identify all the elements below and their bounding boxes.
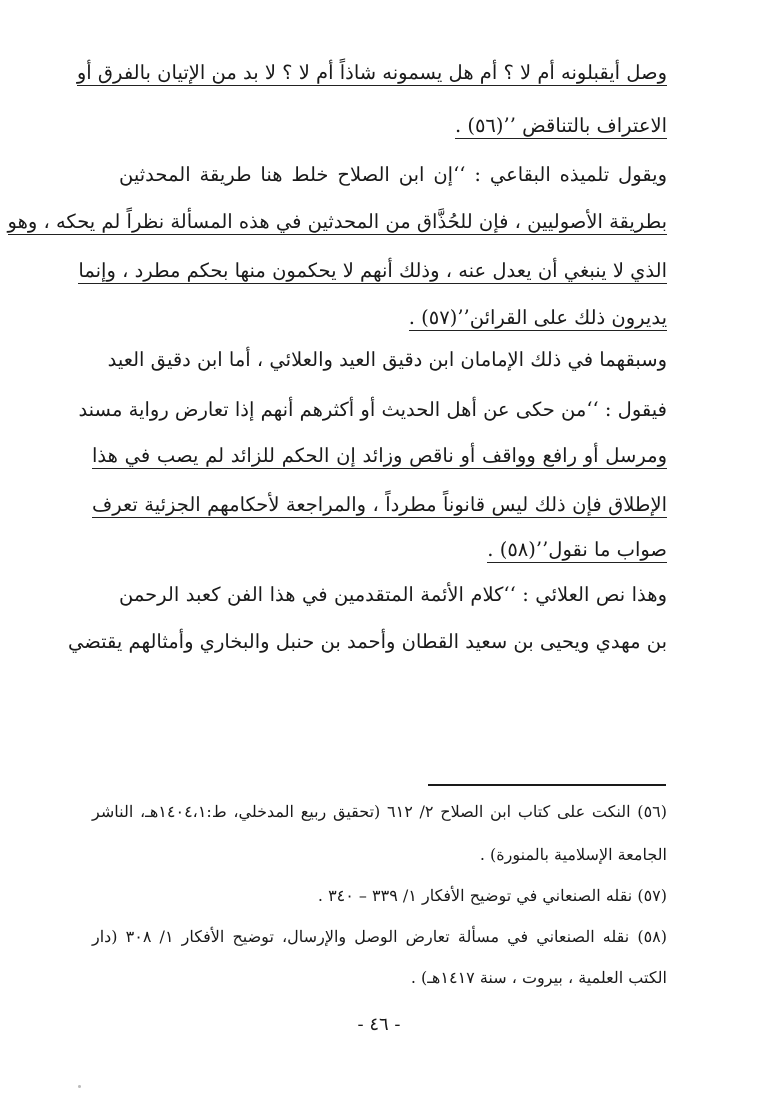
paragraph-text: بن مهدي ويحيى بن سعيد القطان وأحمد بن حنبل والبخاري وأمثالهم يقتضي	[67, 630, 667, 653]
body-line-1	[76, 58, 667, 88]
underlined-text: الإطلاق فإن ذلك ليس قانوناً مطرداً ، والمراجعة لأحكامهم الجزئية تعرف	[92, 493, 667, 516]
footnote-text: (٥٦) النكت على كتاب ابن الصلاح ٢/ ٦١٢ (تحقيق ربيع المدخلي، ط:١٤٠٤،١هـ، الناشر	[92, 802, 667, 821]
body-line-7	[107, 345, 667, 375]
body-line-8	[78, 395, 667, 425]
underlined-text: الاعتراف بالتناقض ’’(٥٦) .	[454, 114, 667, 137]
scan-speck	[78, 1085, 81, 1088]
underlined-text: وصل أيقبلونه أم لا ؟ أم هل يسمونه شاذاً أم لا ؟ لا بد من الإتيان بالفرق أو	[76, 61, 667, 84]
footnote-text: الكتب العلمية ، بيروت ، سنة ١٤١٧هـ) .	[410, 968, 667, 987]
body-line-5	[78, 256, 667, 286]
underlined-text: بطريقة الأصوليين ، فإن للحُذَّاق من المحدثين في هذه المسألة نظراً لم يحكه ، وهو	[7, 210, 667, 233]
footnote-text: (٥٧) نقله الصنعاني في توضيح الأفكار ١/ ٣٣٩ – ٣٤٠ .	[317, 886, 667, 905]
body-line-9	[92, 441, 667, 471]
footnote-text: (٥٨) نقله الصنعاني في مسألة تعارض الوصل والإرسال، توضيح الأفكار ١/ ٣٠٨ (دار	[92, 927, 667, 946]
footnote-text: الجامعة الإسلامية بالمنورة) .	[479, 845, 667, 864]
paragraph-text: وسبقهما في ذلك الإمامان ابن دقيق العيد والعلائي ، أما ابن دقيق العيد	[107, 348, 667, 371]
body-line-3	[119, 160, 667, 190]
underlined-text: ومرسل أو رافع وواقف أو ناقص وزائد إن الحكم للزائد لم يصب في هذا	[92, 444, 667, 467]
paragraph-text: فيقول : ‘‘من حكى عن أهل الحديث أو أكثرهم أنهم إذا تعارض رواية مسند	[78, 398, 667, 421]
body-line-2	[92, 111, 667, 141]
underlined-text: يديرون ذلك على القرائن’’(٥٧) .	[408, 306, 667, 329]
footnote-56-line-2	[92, 843, 667, 867]
body-line-13	[67, 627, 667, 657]
body-line-6	[92, 303, 667, 333]
body-line-11	[92, 535, 667, 565]
body-line-10	[92, 490, 667, 520]
footnote-separator	[428, 784, 666, 786]
footnote-58-line-1	[92, 925, 667, 949]
paragraph-text: وهذا نص العلائي : ‘‘كلام الأئمة المتقدمين في هذا الفن كعبد الرحمن	[119, 583, 667, 606]
body-line-4	[7, 207, 667, 237]
underlined-text: صواب ما نقول’’(٥٨) .	[487, 538, 667, 561]
footnote-58-line-2	[92, 966, 667, 990]
footnote-56-line-1	[92, 800, 667, 824]
paragraph-text: ويقول تلميذه البقاعي : ‘‘إن ابن الصلاح خلط هنا طريقة المحدثين	[119, 163, 667, 186]
underlined-text: الذي لا ينبغي أن يعدل عنه ، وذلك أنهم لا يحكمون منها بحكم مطرد ، وإنما	[78, 259, 667, 282]
body-line-12	[119, 580, 667, 610]
page-number: - ٤٦ -	[357, 1014, 401, 1035]
footnote-57	[92, 884, 667, 908]
